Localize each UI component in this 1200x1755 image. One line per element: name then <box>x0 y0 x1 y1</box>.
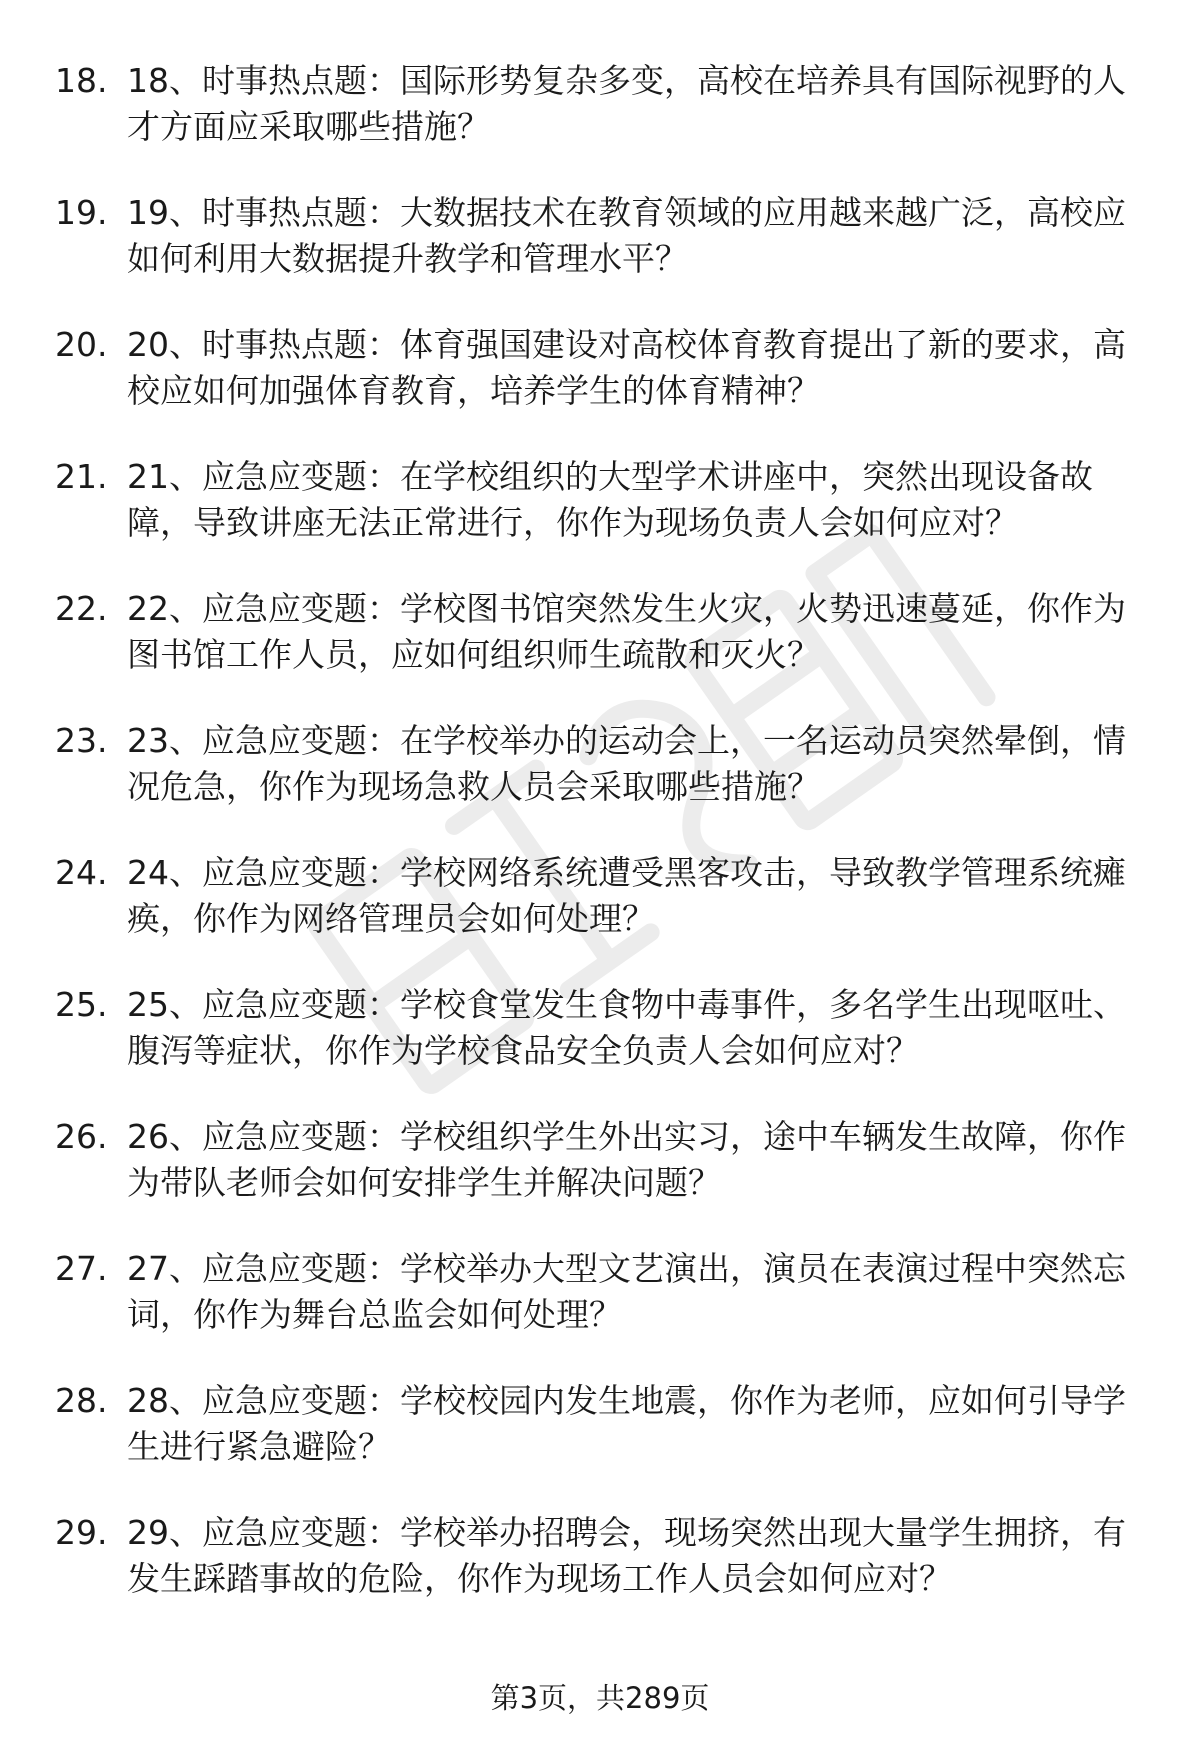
question-number: 24. <box>55 853 108 892</box>
question-number: 18. <box>55 61 108 100</box>
question-number: 29. <box>55 1513 108 1552</box>
question-item <box>55 454 1145 586</box>
page-footer <box>0 1678 1200 1718</box>
question-text: 24、应急应变题：学校网络系统遭受黑客攻击，导致教学管理系统瘫痪，你作为网络管理员会如何处理？ <box>127 853 1126 938</box>
question-item <box>55 718 1145 850</box>
question-number: 19. <box>55 193 108 232</box>
question-list <box>55 58 1145 1642</box>
question-text: 23、应急应变题：在学校举办的运动会上，一名运动员突然晕倒，情况危急，你作为现场急救人员会采取哪些措施？ <box>127 721 1126 806</box>
question-text: 25、应急应变题：学校食堂发生食物中毒事件，多名学生出现呕吐、腹泻等症状，你作为学校食品安全负责人会如何应对？ <box>127 985 1126 1070</box>
question-item <box>55 982 1145 1114</box>
question-text: 22、应急应变题：学校图书馆突然发生火灾，火势迅速蔓延，你作为图书馆工作人员，应如何组织师生疏散和灭火？ <box>127 589 1126 674</box>
question-item <box>55 190 1145 322</box>
question-item <box>55 1246 1145 1378</box>
question-text: 18、时事热点题：国际形势复杂多变，高校在培养具有国际视野的人才方面应采取哪些措施？ <box>127 61 1126 146</box>
question-text: 20、时事热点题：体育强国建设对高校体育教育提出了新的要求，高校应如何加强体育教育，培养学生的体育精神？ <box>127 325 1126 410</box>
question-number: 21. <box>55 457 108 496</box>
question-number: 25. <box>55 985 108 1024</box>
page-number-label: 第3页，共289页 <box>490 1681 710 1715</box>
question-text: 19、时事热点题：大数据技术在教育领域的应用越来越广泛，高校应如何利用大数据提升教学和管理水平？ <box>127 193 1126 278</box>
question-number: 28. <box>55 1381 108 1420</box>
question-item <box>55 586 1145 718</box>
question-item <box>55 58 1145 190</box>
question-text: 28、应急应变题：学校校园内发生地震，你作为老师，应如何引导学生进行紧急避险？ <box>127 1381 1126 1466</box>
question-text: 26、应急应变题：学校组织学生外出实习，途中车辆发生故障，你作为带队老师会如何安排学生并解决问题？ <box>127 1117 1126 1202</box>
question-text: 27、应急应变题：学校举办大型文艺演出，演员在表演过程中突然忘词，你作为舞台总监会如何处理？ <box>127 1249 1126 1334</box>
question-number: 26. <box>55 1117 108 1156</box>
question-item <box>55 1114 1145 1246</box>
question-number: 20. <box>55 325 108 364</box>
question-item <box>55 322 1145 454</box>
question-number: 23. <box>55 721 108 760</box>
question-text: 29、应急应变题：学校举办招聘会，现场突然出现大量学生拥挤，有发生踩踏事故的危险，你作为现场工作人员会如何应对？ <box>127 1513 1126 1598</box>
question-number: 22. <box>55 589 108 628</box>
question-item <box>55 1510 1145 1642</box>
question-text: 21、应急应变题：在学校组织的大型学术讲座中，突然出现设备故障，导致讲座无法正常进行，你作为现场负责人会如何应对？ <box>127 457 1093 542</box>
question-item <box>55 850 1145 982</box>
question-number: 27. <box>55 1249 108 1288</box>
question-item <box>55 1378 1145 1510</box>
